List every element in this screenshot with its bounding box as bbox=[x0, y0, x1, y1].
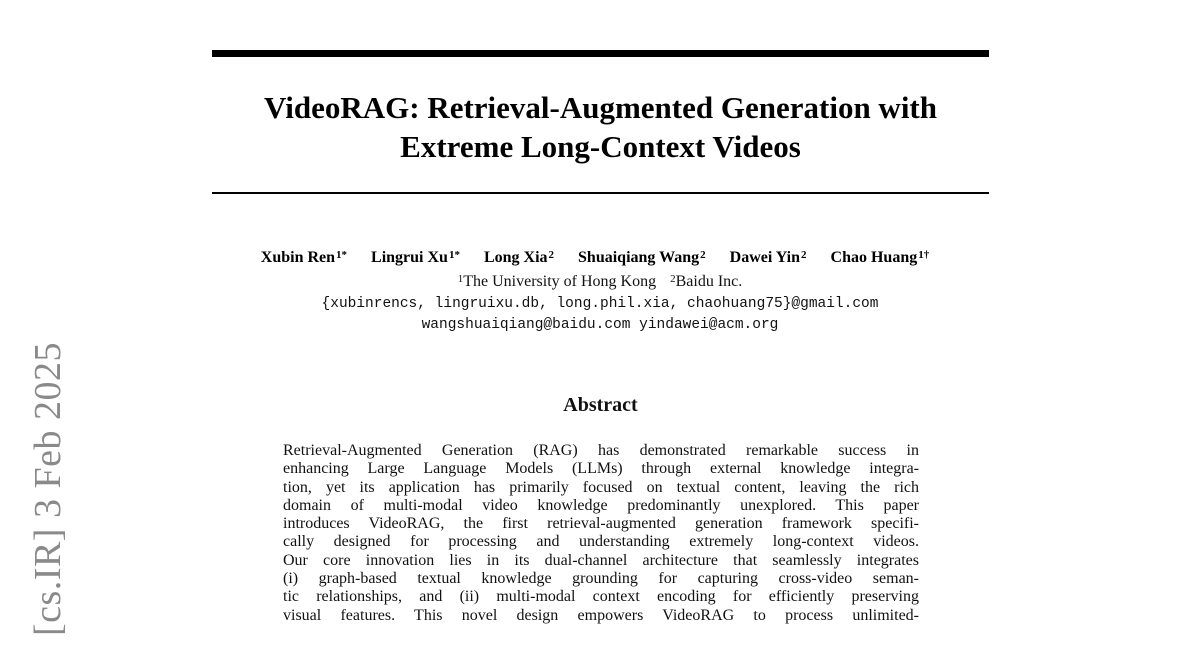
abstract-line: tion, yet its application has primarily focused on textual content, leaving the rich bbox=[283, 478, 919, 496]
author: Xubin Ren$^{1*}$ bbox=[260, 249, 348, 266]
abstract-line: tic relationships, and (ii) multi-modal context encoding for efficiently preserving bbox=[283, 588, 919, 606]
abstract-line: introduces VideoRAG, the first retrieval-augmented generation framework specifi- bbox=[283, 515, 919, 533]
paper-title bbox=[212, 88, 989, 166]
author: Chao Huang$^{1\dagger}$ bbox=[830, 249, 930, 266]
arxiv-stamp: [cs.IR] 3 Feb 2025 bbox=[27, 342, 69, 636]
abstract-line: visual features. This novel design empowers VideoRAG to process unlimited- bbox=[283, 606, 919, 624]
email-line-2[interactable]: wangshuaiqiang@baidu.com yindawei@acm.org bbox=[421, 317, 779, 333]
abstract-line: Retrieval-Augmented Generation (RAG) has demonstrated remarkable success in bbox=[283, 442, 919, 459]
abstract-heading: Abstract bbox=[563, 394, 638, 416]
affiliation: $^1$The University of Hong Kong bbox=[457, 273, 657, 290]
author-list bbox=[150, 247, 1050, 269]
author: Long Xia$^2$ bbox=[483, 249, 555, 266]
abstract-line: (i) graph-based textual knowledge grounding for capturing cross-video seman- bbox=[283, 570, 919, 588]
abstract-line: domain of multi-modal video knowledge predominantly unexplored. This paper bbox=[283, 496, 919, 514]
author: Lingrui $Xu^{1*}$ bbox=[371, 249, 460, 266]
affiliation: $^2$Baidu Inc. bbox=[670, 273, 743, 290]
author: Dawei Yin$^2$ bbox=[729, 249, 807, 266]
abstract-line: Our core innovation lies in its dual-channel architecture that seamlessly integrates bbox=[283, 551, 919, 569]
title-bottom-rule bbox=[212, 192, 989, 194]
email-line-1[interactable]: {xubinrencs, lingruixu.db, long.phil.xia, chaohuang75}@gmail.com bbox=[321, 296, 879, 312]
title-top-rule bbox=[212, 50, 989, 57]
abstract-line: enhancing Large Language Models (LLMs) through external knowledge integra- bbox=[283, 460, 919, 478]
abstract-line: cally designed for processing and understanding extremely long-context videos. bbox=[283, 533, 919, 551]
abstract-body bbox=[283, 442, 919, 625]
affiliations bbox=[150, 272, 1050, 292]
title-line-2: Extreme Long-Context Videos bbox=[400, 129, 801, 164]
author: Shuaiqiang Wang$^2$ bbox=[578, 249, 706, 266]
title-line-1: VideoRAG: Retrieval-Augmented Generation with bbox=[264, 90, 937, 125]
